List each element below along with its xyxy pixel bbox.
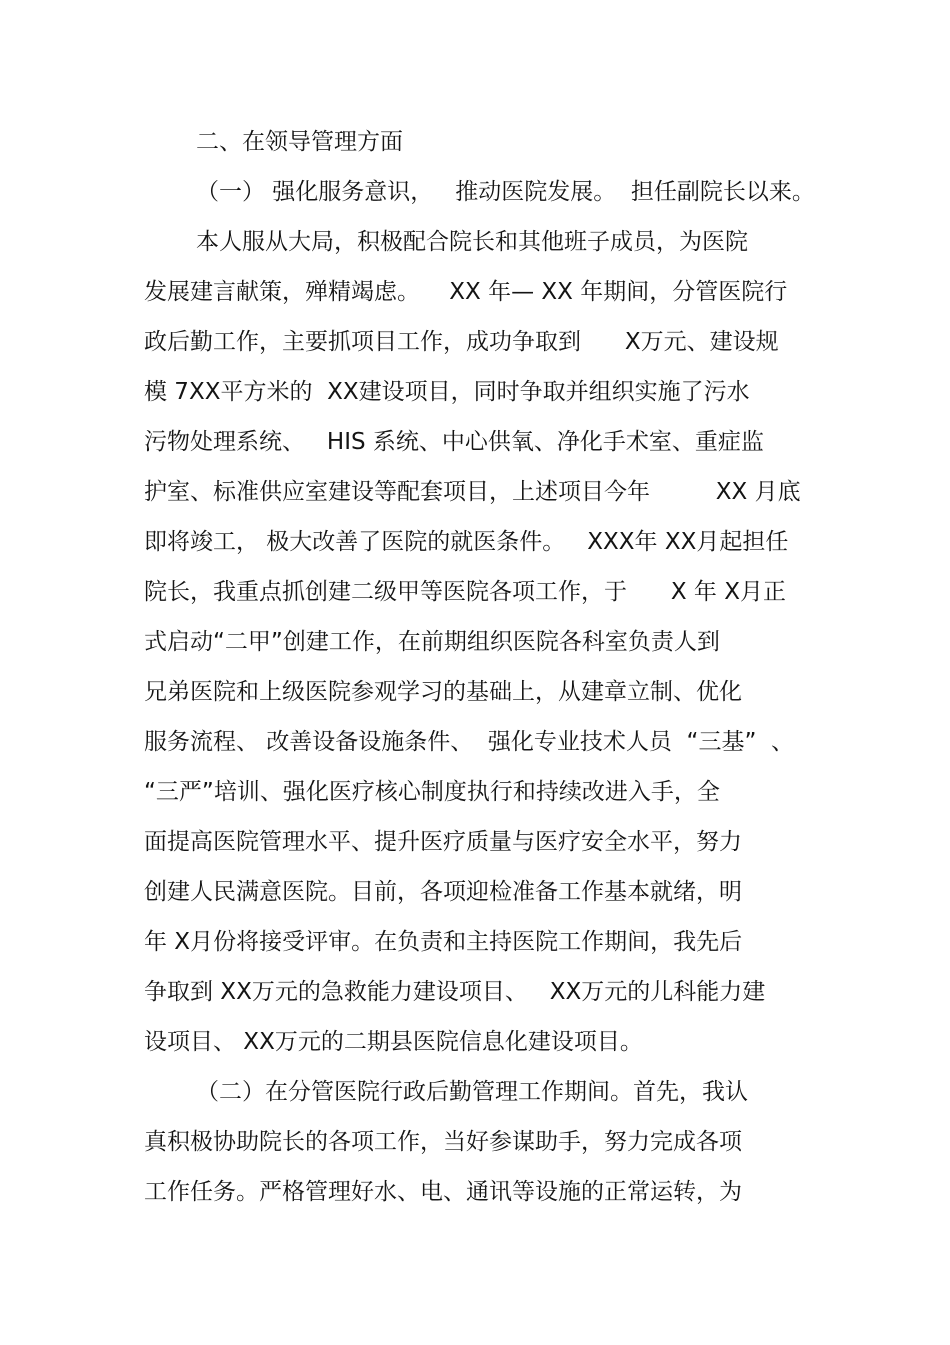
body-line: 年 X月份将接受评审。在负责和主持医院工作期间，我先后 [144, 929, 743, 955]
body-line: 政后勤工作，主要抓项目工作，成功争取到 X万元、建设规 [144, 329, 779, 355]
body-line: 工作任务。严格管理好水、电、通讯等设施的正常运转，为 [144, 1179, 742, 1205]
body-line: 污物处理系统、 HIS 系统、中心供氧、净化手术室、重症监 [144, 429, 764, 455]
body-line: 争取到 XX万元的急救能力建设项目、 XX万元的儿科能力建 [144, 979, 766, 1005]
body-line: 院长，我重点抓创建二级甲等医院各项工作，于 X 年 X月正 [144, 579, 787, 605]
body-line: 服务流程、 改善设备设施条件、 强化专业技术人员 “三基” 、 [144, 729, 795, 755]
body-line: 护室、标准供应室建设等配套项目，上述项目今年 XX 月底 [144, 479, 801, 505]
body-line: 式启动“二甲”创建工作，在前期组织医院各科室负责人到 [144, 629, 720, 655]
body-line: 模 7XX平方米的 XX建设项目，同时争取并组织实施了污水 [144, 379, 750, 405]
subsection-heading-1: （一） 强化服务意识， 推动医院发展。 担任副院长以来。 [196, 179, 815, 205]
body-line: 即将竣工， 极大改善了医院的就医条件。 XXX年 XX月起担任 [144, 529, 789, 555]
subsection-heading-2: （二）在分管医院行政后勤管理工作期间。首先，我认 [196, 1079, 748, 1105]
body-line: 兄弟医院和上级医院参观学习的基础上，从建章立制、优化 [144, 679, 742, 705]
section-heading: 二、在领导管理方面 [196, 129, 403, 155]
body-line: 发展建言献策，殚精竭虑。 XX 年— XX 年期间，分管医院行 [144, 279, 788, 305]
body-line: 本人服从大局，积极配合院长和其他班子成员，为医院 [196, 229, 748, 255]
body-line: 创建人民满意医院。目前，各项迎检准备工作基本就绪，明 [144, 879, 742, 905]
body-line: 面提高医院管理水平、提升医疗质量与医疗安全水平，努力 [144, 829, 742, 855]
body-line: 设项目、 XX万元的二期县医院信息化建设项目。 [144, 1029, 643, 1055]
body-line: 真积极协助院长的各项工作，当好参谋助手，努力完成各项 [144, 1129, 742, 1155]
body-line: “三严”培训、强化医疗核心制度执行和持续改进入手，全 [144, 779, 720, 805]
